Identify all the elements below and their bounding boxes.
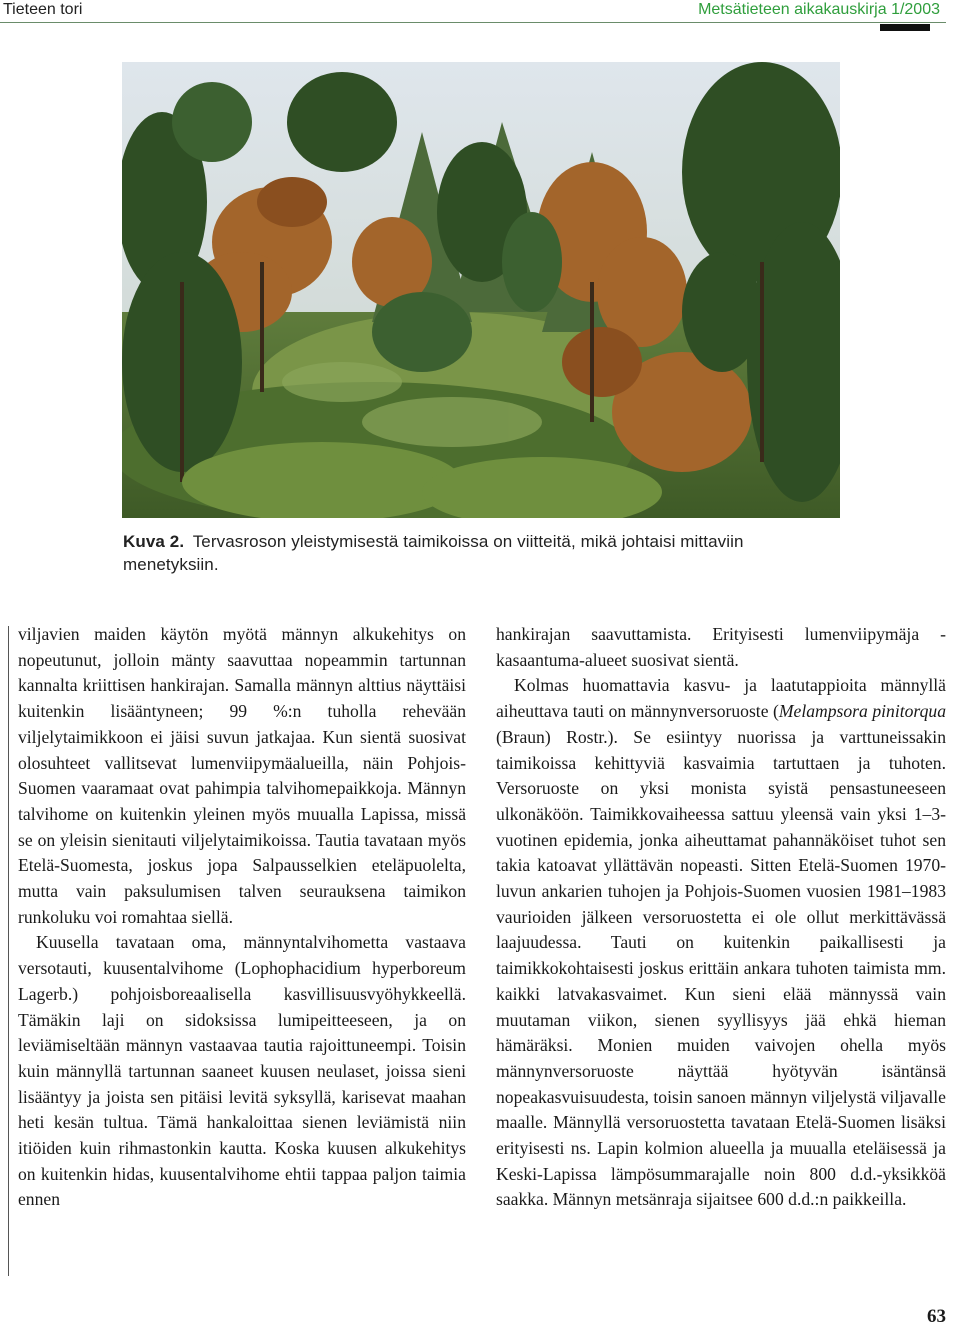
section-title: Tieteen tori — [3, 1, 83, 18]
forest-photo-illustration — [122, 62, 840, 518]
species-name: Melampsora pinitorqua — [778, 701, 946, 722]
figure-caption — [123, 530, 841, 576]
right-column — [496, 622, 946, 1213]
page-number: 63 — [927, 1306, 946, 1327]
right-paragraph-2-rest: (Braun) Rostr.). Se esiintyy nuorissa ja varttuneissakin taimikoissa kehittyviä kasvaimia tartuttaen ja tuhoten. Versoruoste on yksi monista syistä pensastuneeseen ulkonäköön. Taimikkovaiheessa sattuu yleensä vain yksi 1–3-vuotinen epidemia, jonka aiheuttamat pahannäköiset tuhot sen takia katoavat yllättävän nopeasti. Sitten Etelä-Suomen 1970-luvun ankarien tuhojen ja Pohjois-Suomen vuosien 1981–1983 vaurioiden jälkeen versoruostetta ei ole ollut merkittävässä laajuudessa. Tauti on kuitenkin paikallisesti ja taimikkokohtaisesti joskus erittäin ankara tuhoten taimista mm. kaikki latvakasvaimet. Kun sieni elää männyssä vain muutaman viikon, sienen syyllisyys jää ehkä hieman hämäräksi. Monien muiden vaivojen ohella myös männynversoruoste näyttää hyötyvän isäntänsä nopeakasvuisuudesta, toisin sanoen männyn viljelystä viljavalle maalle. Männyllä versoruostetta tavataan Etelä-Suomen lisäksi erityisesti ns. Lapin kolmion alueella ja muualla eteläisessä ja Keski-Lapissa lämpösummarajalle noin 800 d.d.-yksikköä saakka. Männyn metsänraja sijaitsee 600 d.d.:n paikkeilla. — [496, 726, 946, 1210]
forest-photo — [122, 62, 840, 518]
running-header — [0, 0, 960, 22]
left-column — [18, 622, 466, 1213]
left-paragraph-2: Kuusella tavataan oma, männyntalvihometta vastaava versotauti, kuusentalvihome (Lophophacidium hyperboreum Lagerb.) pohjoisboreaalisella kasvillisuusvyöhykkeellä. Tämäkin laji on sidoksissa lumipeitteeseen, ja on leviämiseltään männyn vastaavaa tautia rajoittuneempi. Toisin kuin männyllä tartunnan saaneet kuusen neulaset, joissa sieni lisääntyy ja joista sen pitäisi levitä syksyllä, karisevat maahan heti kesän tultua. Tämä hankaloittaa sienen leviämistä niin itiöiden kuin rihmastonkin kautta. Koska kuusen alkukehitys on kuitenkin hidas, kuusentalvihome ehtii tappaa paljon taimia ennen — [18, 932, 466, 1210]
right-paragraph-2 — [496, 673, 946, 1213]
right-paragraph-2-start: Kolmas huomattavia kasvu- ja laatutappioita männyllä aiheuttava tauti on männynversoruoste ( — [496, 675, 946, 722]
left-paragraph-1: viljavien maiden käytön myötä männyn alkukehitys on nopeutunut, jolloin mänty saavuttaa nopeammin tartunnan kannalta kriittisen hankirajan. Samalla männyn alttius näyttäisi kuitenkin lisääntyneen; 99 %:n tuholla rehevään viljelytaimikkoon ei jäisi suvun jatkajaa. Kun sientä suosivat olosuhteet vallitsevat lumenviipymäalueilla, näin Pohjois-Suomen vaaramaat ovat pahimpia talvihomepaikkoja. Männyn talvihome on kuitenkin yleinen myös muualla Lapissa, missä se on yleisin sienitauti viljelytaimikoissa. Tautia tavataan myös Etelä-Suomesta, joskus jopa Salpausselkien eteläpuolelta, mutta vain paksulumisen talven seurauksena taimikon runkoluku voi romahtaa siellä. — [18, 624, 466, 927]
header-rule — [0, 22, 946, 23]
figure-label: Kuva 2. — [123, 532, 185, 551]
left-margin-rule — [8, 626, 9, 1276]
journal-title: Metsätieteen aikakauskirja 1/2003 — [698, 1, 940, 18]
header-marker — [880, 24, 930, 31]
right-paragraph-1: hankirajan saavuttamista. Erityisesti lumenviipymäja -kasaantuma-alueet suosivat sientä. — [496, 624, 946, 670]
figure-caption-text: Tervasroson yleistymisestä taimikoissa on viitteitä, mikä johtaisi mittaviin menetyksiin. — [123, 532, 744, 574]
